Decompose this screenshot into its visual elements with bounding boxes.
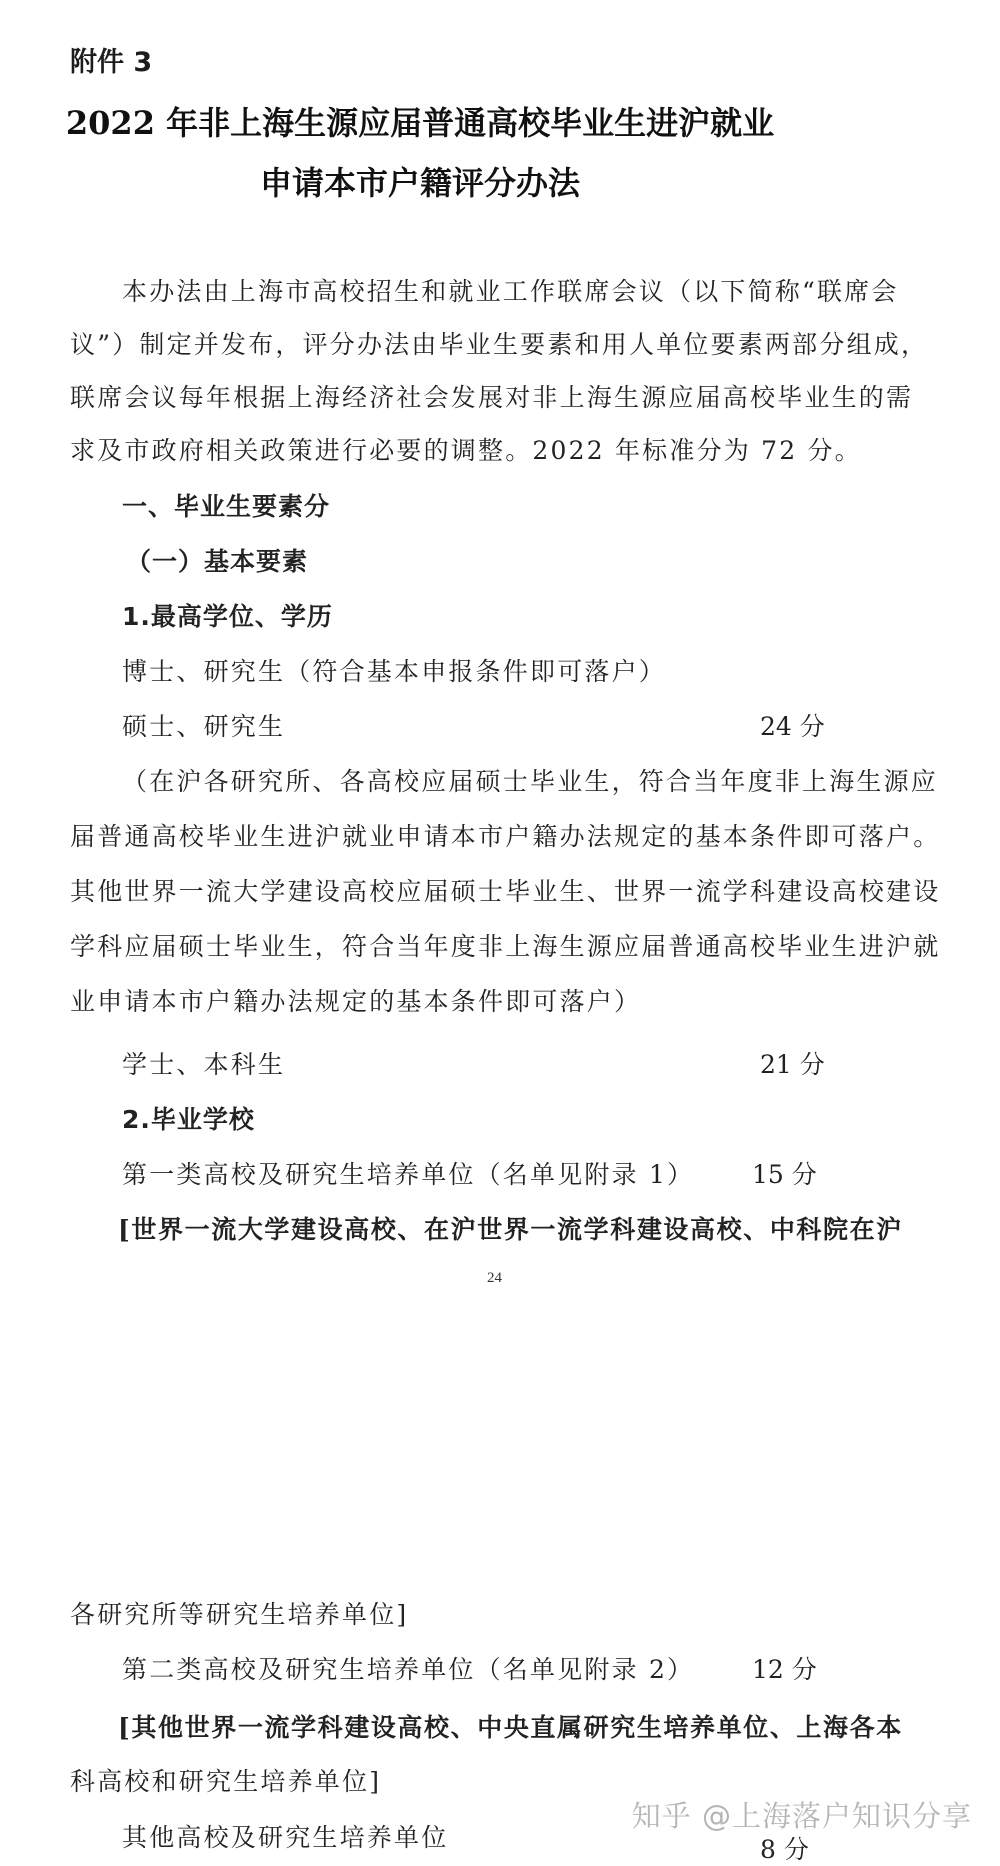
watermark: 知乎 @上海落户知识分享 xyxy=(631,1799,972,1833)
page-title-line2: 申请本市户籍评分办法 xyxy=(259,164,580,202)
intro-line: 联席会议每年根据上海经济社会发展对非上海生源应届高校毕业生的需 xyxy=(70,383,914,412)
page-title-line1: 2022 年非上海生源应届普通高校毕业生进沪就业 xyxy=(65,104,775,142)
master-note-line: 业申请本市户籍办法规定的基本条件即可落户） xyxy=(70,987,642,1016)
master-note-line: 学科应届硕士毕业生，符合当年度非上海生源应届普通高校毕业生进沪就 xyxy=(70,932,941,961)
page-break-gap xyxy=(0,1305,1000,1555)
intro-line: 求及市政府相关政策进行必要的调整。2022 年标准分为 72 分。 xyxy=(70,436,862,465)
page-number: 24 xyxy=(487,1270,502,1286)
master-note-line: （在沪各研究所、各高校应届硕士毕业生，符合当年度非上海生源应 xyxy=(122,767,939,796)
degree-bachelor-score: 21 分 xyxy=(760,1050,825,1079)
attachment-label: 附件 3 xyxy=(70,47,153,78)
subsection-heading: （一）基本要素 xyxy=(126,547,309,576)
tier1-note-line1: [世界一流大学建设高校、在沪世界一流学科建设高校、中科院在沪 xyxy=(118,1215,903,1244)
school-tier2-score: 12 分 xyxy=(752,1655,817,1684)
school-tier1-score: 15 分 xyxy=(752,1160,817,1189)
degree-master: 硕士、研究生 xyxy=(122,712,286,741)
tier1-note-line2: 各研究所等研究生培养单位] xyxy=(70,1600,409,1629)
degree-master-score: 24 分 xyxy=(760,712,825,741)
item-heading-degree: 1.最高学位、学历 xyxy=(122,602,333,631)
master-note-line: 其他世界一流大学建设高校应届硕士毕业生、世界一流学科建设高校建设 xyxy=(70,877,941,906)
school-tier3-score: 8 分 xyxy=(760,1835,809,1864)
intro-line: 议”）制定并发布，评分办法由毕业生要素和用人单位要素两部分组成， xyxy=(70,330,929,359)
master-note-line: 届普通高校毕业生进沪就业申请本市户籍办法规定的基本条件即可落户。 xyxy=(70,822,941,851)
school-tier3: 其他高校及研究生培养单位 xyxy=(122,1823,449,1852)
school-tier1: 第一类高校及研究生培养单位（名单见附录 1） xyxy=(122,1160,695,1189)
section-heading: 一、毕业生要素分 xyxy=(122,492,331,521)
item-heading-school: 2.毕业学校 xyxy=(122,1105,255,1134)
degree-bachelor: 学士、本科生 xyxy=(122,1050,286,1079)
intro-line: 本办法由上海市高校招生和就业工作联席会议（以下简称“联席会 xyxy=(122,277,899,306)
tier2-note-line2: 科高校和研究生培养单位] xyxy=(70,1767,382,1796)
tier2-note-line1: [其他世界一流学科建设高校、中央直属研究生培养单位、上海各本 xyxy=(118,1713,903,1742)
degree-phd: 博士、研究生（符合基本申报条件即可落户） xyxy=(122,657,667,686)
school-tier2: 第二类高校及研究生培养单位（名单见附录 2） xyxy=(122,1655,695,1684)
